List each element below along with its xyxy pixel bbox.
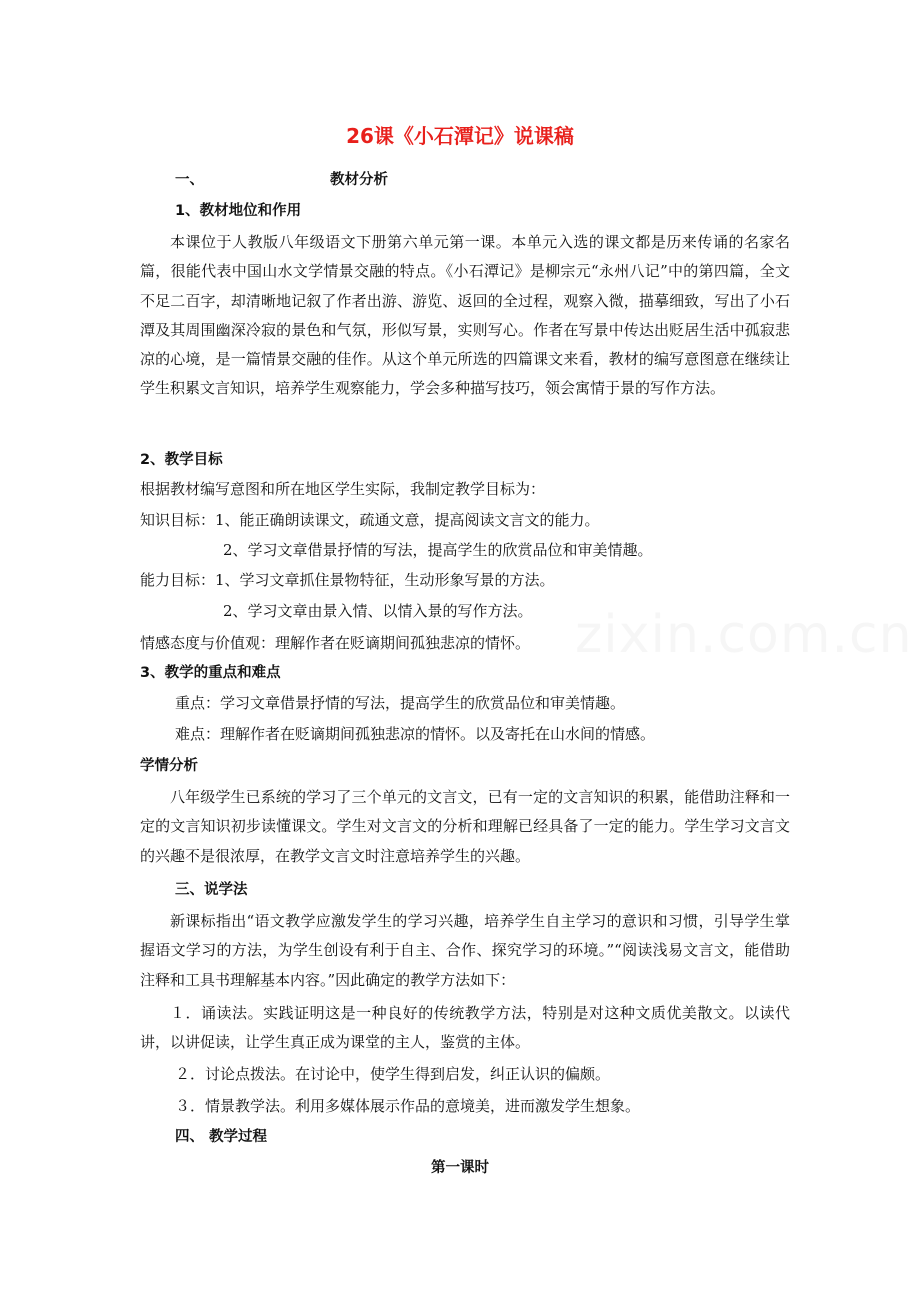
goal-knowledge-2: 2、学习文章借景抒情的写法，提高学生的欣赏品位和审美情趣。: [223, 541, 653, 559]
method-3: ３．情景教学法。利用多媒体展示作品的意境美，进而激发学生想象。: [175, 1097, 641, 1115]
goal-knowledge-1: 知识目标：1、能正确朗读课文，疏通文意，提高阅读文言文的能力。: [140, 511, 600, 529]
section-heading-1: 教材分析: [330, 172, 388, 188]
goal-emotion: 情感态度与价值观：理解作者在贬谪期间孤独悲凉的情怀。: [140, 634, 531, 652]
difficult-point: 难点：理解作者在贬谪期间孤独悲凉的情怀。以及寄托在山水间的情感。: [175, 725, 656, 743]
subheading-student-analysis: 学情分析: [140, 758, 198, 774]
goals-intro: 根据教材编写意图和所在地区学生实际，我制定教学目标为：: [140, 480, 546, 498]
goal-ability-1: 能力目标：1、学习文章抓住景物特征，生动形象写景的方法。: [140, 571, 555, 589]
paragraph-student-analysis: 八年级学生已系统的学习了三个单元的文言文，已有一定的文言知识的积累，能借助注释和一定的文言知识初步读懂课文。学生对文言文的分析和理解已经具备了一定的能力。学生学习文言文的兴趣不是很浓厚，在教学文言文时注意培养学生的兴趣。: [140, 788, 790, 865]
section-heading-3: 三、说学法: [175, 882, 248, 898]
section-number-1: 一、: [175, 172, 204, 188]
method-1: １．诵读法。实践证明这是一种良好的传统教学方法，特别是对这种文质优美散文。以读代讲，以讲促读，让学生真正成为课堂的主人，鉴赏的主体。: [140, 1004, 790, 1052]
subheading-key-points: 3、教学的重点和难点: [140, 665, 281, 681]
goal-ability-2: 2、学习文章由景入情、以情入景的写作方法。: [223, 602, 533, 620]
paragraph-learning-method: 新课标指出“语文教学应激发学生的学习兴趣，培养学生自主学习的意识和习惯，引导学生掌握语文学习的方法，为学生创设有利于自主、合作、探究学习的环境。”“阅读浅易文言文，能借助注释和工具书理解基本内容。”因此确定的教学方法如下：: [140, 912, 790, 989]
key-point: 重点：学习文章借景抒情的写法，提高学生的欣赏品位和审美情趣。: [175, 694, 626, 712]
lesson-heading: 第一课时: [431, 1160, 489, 1176]
method-2: ２．讨论点拨法。在讨论中，使学生得到启发，纠正认识的偏颇。: [175, 1065, 611, 1083]
watermark: zixin.com.cn: [575, 605, 913, 665]
subheading-position: 1、教材地位和作用: [175, 203, 302, 219]
paragraph-position: 本课位于人教版八年级语文下册第六单元第一课。本单元入选的课文都是历来传诵的名家名篇，很能代表中国山水文学情景交融的特点。《小石潭记》是柳宗元“永州八记”中的第四篇，全文不足二百字，却清晰地记叙了作者出游、游览、返回的全过程，观察入微，描摹细致，写出了小石潭及其周围幽深冷寂的景色和气氛，形似写景，实则写心。作者在写景中传达出贬居生活中孤寂悲凉的心境，是一篇情景交融的佳作。从这个单元所选的四篇课文来看，教材的编写意图意在继续让学生积累文言知识，培养学生观察能力，学会多种描写技巧，领会寓情于景的写作方法。: [140, 233, 790, 398]
section-heading-4: 四、 教学过程: [175, 1129, 268, 1145]
document-title: 26课《小石潭记》说课稿: [346, 124, 574, 148]
subheading-goals: 2、教学目标: [140, 452, 223, 468]
